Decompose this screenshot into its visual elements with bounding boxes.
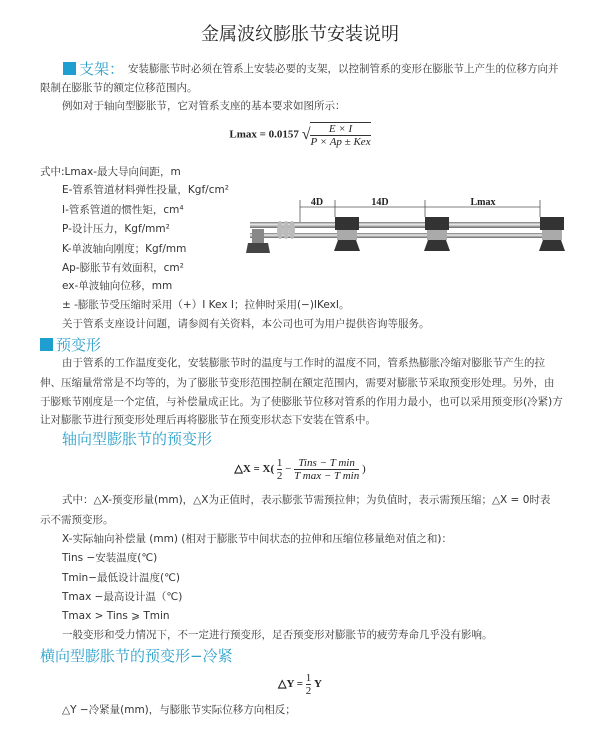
square-bullet-icon <box>63 62 76 75</box>
text-line: Tmax > Tins ⩾ Tmin <box>62 610 170 622</box>
subheading-axial: 轴向型膨胀节的预变形 <box>62 430 213 448</box>
formula-numerator: 1 <box>305 672 312 684</box>
definition-line: I-管系管道的惯性矩，cm⁴ <box>62 204 184 216</box>
formula-delta-x <box>0 457 600 482</box>
heading-text: 预变形 <box>56 336 102 354</box>
bellows <box>277 221 295 239</box>
text-line: Tmax −最高设计温（℃) <box>62 591 183 603</box>
text-line: Tmin−最低设计温度(℃) <box>62 572 180 584</box>
text-line: 例如对于轴向型膨胀节，它对管系支座的基本要求如图所示： <box>62 100 346 112</box>
text-line: 安装膨胀节时必须在管系上安装必要的支架，以控制管系的变形在膨胀节上产生的位移方向并 <box>128 63 559 75</box>
formula-denominator: P × Ap ± Kex <box>310 136 371 148</box>
formula-lmax: Lmax = 0.0157 √ $\frac{E \times I}{\text{P × Ap ± Kex}}$ <box>229 123 371 148</box>
text-line: 限制在膨胀节的额定位移范围内。 <box>40 82 198 94</box>
text-line: Tins −安装温度(℃) <box>62 552 158 564</box>
section-heading-predeform <box>40 334 101 355</box>
formula-minus: − <box>285 463 292 476</box>
formula-half-den: 2 <box>276 470 283 482</box>
subheading-lateral: 横向型膨胀节的预变形−冷紧 <box>40 647 233 665</box>
formula-half-num: 1 <box>276 457 283 469</box>
definition-line: P-设计压力，Kgf/mm² <box>62 223 170 235</box>
fixed-support <box>252 229 264 243</box>
label-4d: 4D <box>310 197 324 208</box>
formula-numerator: Tins − T min <box>294 457 359 470</box>
formula-lhs: Lmax = 0.0157 <box>229 128 299 141</box>
label-14d: 14D <box>371 197 389 208</box>
heading-text: 支架： <box>79 60 125 78</box>
formula-rhs: ) <box>361 463 366 476</box>
definition-line: ± -膨胀节受压缩时采用（+）I Kex I；拉伸时采用(−)IKexI。 <box>62 299 350 311</box>
formula-numerator: E × I <box>310 123 370 136</box>
pipe-support-diagram <box>240 195 570 270</box>
label-lmax: Lmax <box>470 197 496 208</box>
text-line: 式中：△X-预变形量(mm)，△X为正值时，表示膨张节需预拉伸；为负值时，表示需预压缩；△X = 0时表 <box>62 494 551 506</box>
definition-line: Ap-膨胀节有效面积，cm² <box>62 262 184 274</box>
formula-rhs: Y <box>314 678 322 691</box>
text-line: △Y −冷紧量(mm)，与膨胀节实际位移方向相反； <box>62 704 296 716</box>
formula-lhs: △Y = <box>278 678 304 691</box>
definition-line: 关于管系支座设计问题，请参阅有关资料，本公司也可为用户提供咨询等服务。 <box>62 318 430 330</box>
formula-delta-y <box>0 672 600 697</box>
text-line: 让对膨胀节进行预变形处理后再将膨胀节在预变形状态下安装在管系中。 <box>40 414 376 426</box>
text-line: 伸、压缩量常常是不均等的，为了膨胀节变形范围控制在额定范围内，需要对膨胀节采取预变形处理。另外，由 <box>40 377 555 389</box>
text-line: X-实际轴向补偿量 (mm) (相对于膨胀节中间状态的拉伸和压缩位移量绝对值之和)： <box>62 533 452 545</box>
section-heading-support <box>63 58 124 79</box>
formula-denominator: T max − T min <box>294 470 360 482</box>
pipe-upper <box>250 222 560 228</box>
text-line: 由于管系的工作温度变化，安装膨胀节时的温度与工作时的温度不同，管系热膨胀冷缩对膨胀节产生的拉 <box>62 357 545 369</box>
pipe-lower <box>250 233 560 238</box>
formula-denominator: 2 <box>305 685 312 697</box>
text-line: 示不需预变形。 <box>40 514 114 526</box>
definition-line: ex-单波轴向位移，mm <box>62 280 173 292</box>
text-line: 一般变形和受力情况下，不一定进行预变形，足否预变形对膨胀节的疲劳寿命几乎没有影响。 <box>62 629 493 641</box>
formula-lhs: △X = X( <box>234 463 275 476</box>
square-bullet-icon <box>40 338 53 351</box>
definition-line: K-单波轴向刚度；Kgf/mm <box>62 243 187 255</box>
definition-line: E-管系管道材料弹性投量，Kgf/cm² <box>62 184 229 196</box>
page-title: 金属波纹膨胀节安装说明 <box>201 24 399 45</box>
text-line: 于膨账节刚度是一个定值，与补偿量成正比。为了使膨胀节位移对管系的作用力最小，也可以采用预变形(冷紧)方 <box>40 396 563 408</box>
definition-line: 式中:Lmax-最大导向间距，m <box>40 166 181 178</box>
